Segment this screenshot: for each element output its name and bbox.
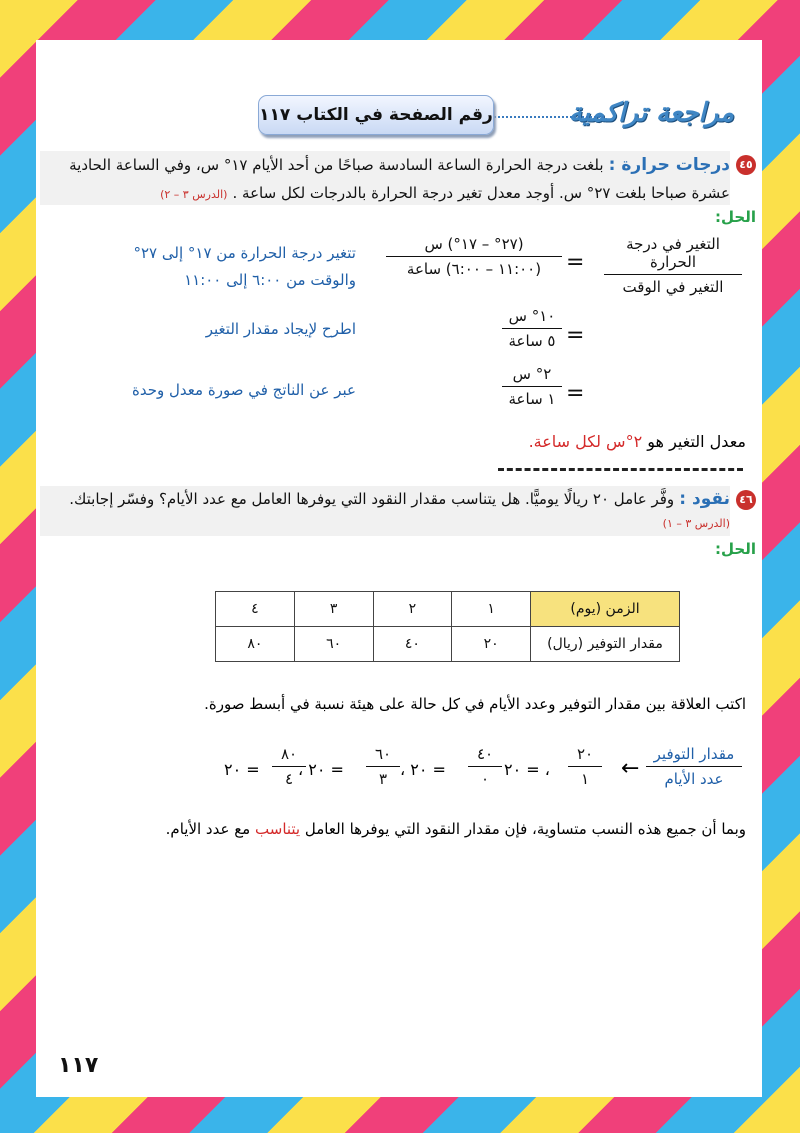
- ratio-2-numerator: ٤٠: [468, 745, 502, 767]
- q46-conclusion: [166, 820, 746, 838]
- ratio-2-denominator: ٠: [480, 770, 490, 788]
- ratio-1-denominator: ١: [580, 770, 590, 788]
- page-number: ١١٧: [58, 1053, 99, 1078]
- ratio-1-numerator: ٢٠: [568, 745, 602, 767]
- question-45-line2: عشرة صباحا بلغت ٢٧° س. أوجد معدل تغير درجة الحرارة بالدرجات لكل ساعة .: [232, 184, 730, 202]
- question-45-lesson: (الدرس ٣ – ٢): [160, 188, 228, 201]
- ratio-definition-numerator: مقدار التوفير: [646, 745, 742, 767]
- ratio-1-result: [504, 760, 550, 779]
- q45-answer-value: ٢°س لكل ساعة.: [528, 432, 643, 451]
- page-reference-box: رقم الصفحة في الكتاب ١١٧: [258, 95, 494, 135]
- ratio-2-separator: ،: [400, 760, 406, 779]
- rate-rhs-denominator: (١١:٠٠ – ٦:٠٠) ساعة: [406, 260, 542, 278]
- worksheet-page: [36, 40, 762, 1097]
- ratio-definition-fraction: [646, 745, 742, 788]
- step1-note-line2: والوقت من ٦:٠٠ إلى ١١:٠٠: [184, 271, 356, 289]
- equals-sign-2: =: [566, 323, 585, 348]
- step2-fraction: [502, 307, 562, 350]
- savings-table: [215, 591, 680, 662]
- table-cell: ١: [452, 592, 531, 627]
- q45-answer-prefix: معدل التغير هو: [647, 432, 746, 451]
- step3-fraction: [502, 365, 562, 408]
- ratio-1-fraction: [568, 745, 602, 788]
- table-row: [216, 627, 680, 662]
- ratio-4-value: ٢٠: [224, 760, 242, 779]
- rate-lhs-denominator: التغير في الوقت: [622, 278, 724, 296]
- ratio-3-value: ٢٠: [308, 760, 326, 779]
- step2-denominator: ٥ ساعة: [508, 332, 556, 350]
- rate-lhs-fraction: [604, 235, 742, 296]
- q46-conclusion-key: يتناسب: [255, 820, 301, 838]
- section-divider: [498, 468, 743, 471]
- q46-conclusion-post: مع عدد الأيام.: [165, 820, 251, 838]
- ratio-4-denominator: ٤: [284, 770, 294, 788]
- step3-denominator: ١ ساعة: [508, 390, 556, 408]
- ratio-4-numerator: ٨٠: [272, 745, 306, 767]
- ratio-3-denominator: ٣: [378, 770, 388, 788]
- ratio-2-value: ٢٠: [410, 760, 428, 779]
- table-cell: ٢٠: [452, 627, 531, 662]
- ratio-4-result: [224, 760, 260, 779]
- step3-numerator: ٢° س: [502, 365, 562, 387]
- table-cell: ٨٠: [216, 627, 295, 662]
- ratio-3-fraction: [366, 745, 400, 788]
- ratio-3-equals: =: [330, 760, 344, 779]
- ratio-3-numerator: ٦٠: [366, 745, 400, 767]
- question-46-lesson: (الدرس ٣ – ١): [662, 517, 730, 530]
- table-header-days: الزمن (يوم): [531, 592, 680, 627]
- ratio-1-separator: ،: [544, 760, 550, 779]
- ratio-2-result: [400, 760, 446, 779]
- question-46-number: ٤٦: [736, 490, 756, 510]
- step2-numerator: ١٠° س: [502, 307, 562, 329]
- table-row: [216, 592, 680, 627]
- step2-note: اطرح لإيجاد مقدار التغير: [205, 320, 356, 338]
- ratio-1-equals: =: [526, 760, 540, 779]
- table-cell: ٦٠: [294, 627, 373, 662]
- equals-sign-1: =: [566, 250, 585, 275]
- question-46-title: نقود :: [679, 489, 730, 509]
- question-46-block: [40, 486, 730, 536]
- table-cell: ٣: [294, 592, 373, 627]
- table-cell: ٢: [373, 592, 452, 627]
- question-45-number: ٤٥: [736, 155, 756, 175]
- ratio-definition-denominator: عدد الأيام: [664, 770, 724, 788]
- q45-answer: [529, 432, 746, 451]
- step3-note: عبر عن الناتج في صورة معدل وحدة: [132, 381, 356, 399]
- q46-instruction: اكتب العلاقة بين مقدار التوفير وعدد الأيام في كل حالة على هيئة نسبة في أبسط صورة.: [204, 695, 746, 713]
- section-title: مراجعة تراكمية: [568, 98, 734, 128]
- question-45-block: [40, 151, 730, 205]
- question-46-solution-label: الحل:: [715, 540, 756, 558]
- table-header-savings: مقدار التوفير (ريال): [531, 627, 680, 662]
- ratio-4-equals: =: [246, 760, 260, 779]
- step1-note-line1: تتغير درجة الحرارة من ١٧° إلى ٢٧°: [133, 244, 356, 262]
- step1-note: [96, 240, 356, 294]
- question-45-solution-label: الحل:: [715, 208, 756, 226]
- question-45-title: درجات حرارة :: [608, 155, 730, 175]
- table-cell: ٤٠: [373, 627, 452, 662]
- ratio-2-equals: =: [432, 760, 446, 779]
- q46-conclusion-pre: وبما أن جميع هذه النسب متساوية، فإن مقدار النقود التي يوفرها العامل: [304, 820, 746, 838]
- ratio-2-fraction: [468, 745, 502, 788]
- arrow-icon: ←: [621, 756, 640, 781]
- rate-rhs-numerator: (٢٧° – ١٧°) س: [386, 235, 562, 257]
- table-cell: ٤: [216, 592, 295, 627]
- question-45-line1: بلغت درجة الحرارة الساعة السادسة صباحًا من أحد الأيام ١٧° س، وفي الساعة الحادية: [69, 156, 604, 174]
- rate-rhs-fraction: [386, 235, 562, 278]
- ratio-3-separator: ،: [298, 760, 304, 779]
- title-dotted-leader: [494, 116, 604, 118]
- question-46-line1: وفَّر عامل ٢٠ ريالًا يوميًّا. هل يتناسب مقدار النقود التي يوفرها العامل مع عدد الأيام؟ وفسّر إجابتك.: [69, 490, 675, 508]
- rate-lhs-numerator: التغير في درجة الحرارة: [604, 235, 742, 275]
- ratio-4-fraction: [272, 745, 306, 788]
- ratio-1-value: ٢٠: [504, 760, 522, 779]
- equals-sign-3: =: [566, 381, 585, 406]
